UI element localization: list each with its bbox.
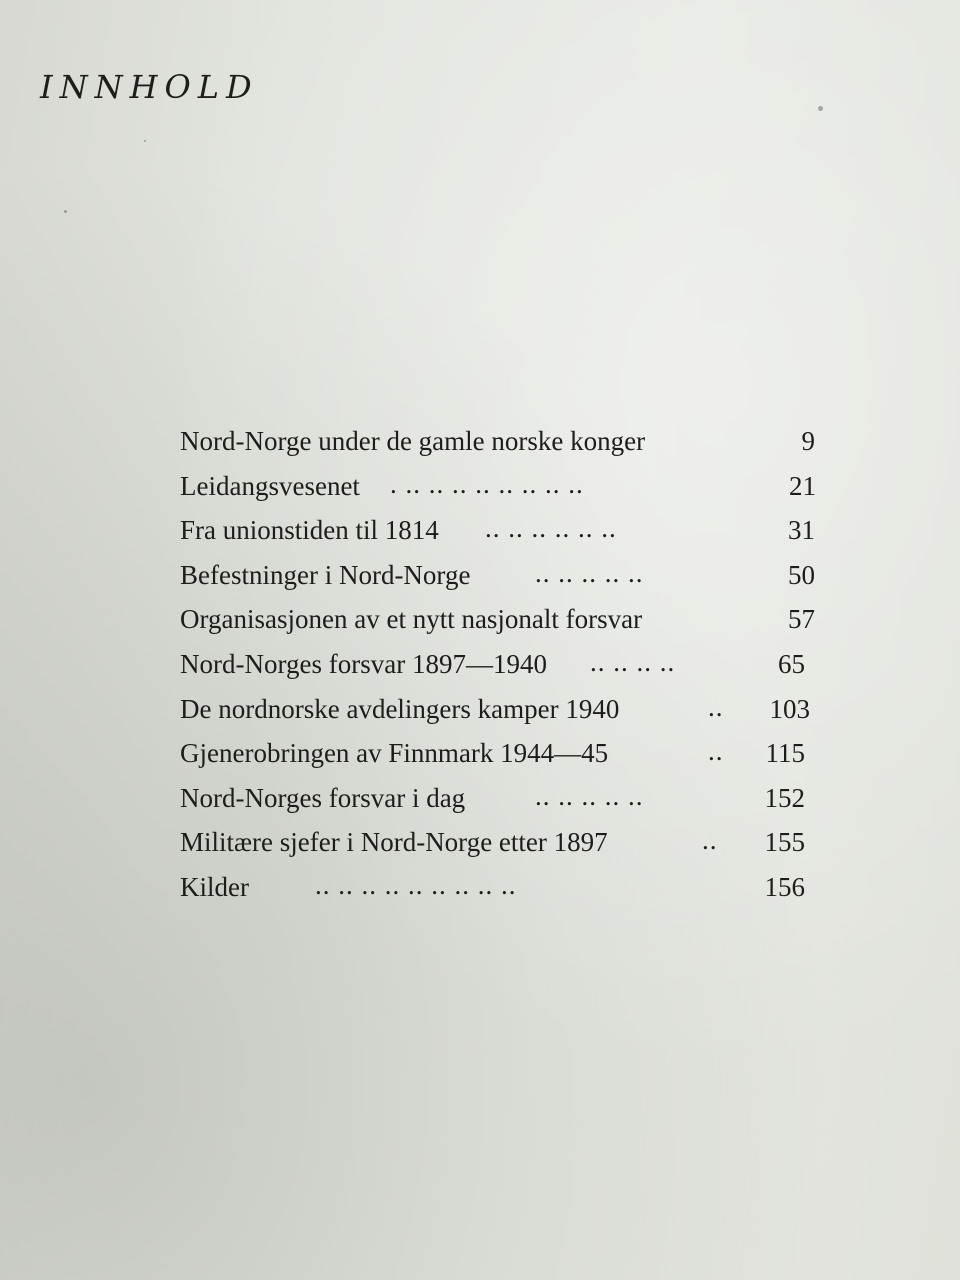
toc-row	[180, 646, 820, 694]
toc-entry-leader-dots: . .. .. .. .. .. .. .. ..	[390, 468, 584, 499]
toc-row	[180, 515, 820, 560]
toc-entry-leader-dots: .. .. .. .. ..	[535, 557, 644, 588]
toc-row	[180, 738, 820, 783]
toc-entry-page: 115	[765, 738, 805, 769]
toc-row	[180, 426, 820, 471]
contents-heading: INNHOLD	[40, 68, 259, 106]
toc-entry-title: Fra unionstiden til 1814	[180, 515, 439, 546]
toc-entry-title: De nordnorske avdelingers kamper 1940	[180, 693, 620, 724]
toc-row	[180, 691, 820, 739]
toc-row	[180, 468, 820, 516]
toc-entry-title: Kilder	[180, 871, 249, 902]
toc-entry-title: Befestninger i Nord-Norge	[180, 559, 471, 590]
toc-entry-title: Nord-Norge under de gamle norske konger	[180, 426, 646, 456]
toc-entry-title: Leidangsvesenet	[180, 470, 360, 501]
paper-speck	[818, 106, 823, 111]
toc-entry-page: 21	[789, 470, 816, 501]
toc-entry-title: Nord-Norges forsvar i dag	[180, 782, 466, 813]
paper-speck	[64, 210, 67, 213]
toc-entry-page: 65	[778, 648, 805, 679]
toc-entry-leader-dots: ..	[708, 691, 724, 722]
toc-row	[180, 780, 820, 828]
toc-entry-leader-dots: .. .. .. .. ..	[535, 780, 644, 811]
toc-entry-page: 103	[769, 693, 810, 724]
toc-entry-title: Gjenerobringen av Finnmark 1944—45	[180, 738, 609, 769]
toc-entry-page: 57	[788, 604, 815, 635]
toc-entry-leader-dots: ..	[708, 736, 724, 767]
toc-row	[180, 827, 820, 872]
toc-entry-leader-dots: ..	[702, 825, 718, 856]
toc-entry-page: 152	[764, 782, 805, 813]
table-of-contents	[180, 426, 820, 917]
toc-entry-title: Militære sjefer i Nord-Norge etter 1897	[180, 827, 608, 858]
toc-entry-page: 31	[788, 515, 815, 546]
toc-entry-page: 155	[764, 827, 805, 858]
toc-entry-leader-dots: .. .. .. ..	[590, 646, 676, 677]
toc-entry-page: 156	[764, 871, 805, 902]
toc-entry-leader-dots: .. .. .. .. .. .. .. .. ..	[315, 869, 517, 900]
toc-row	[180, 604, 820, 649]
toc-entry-page: 9	[801, 426, 815, 456]
toc-entry-title: Nord-Norges forsvar 1897—1940	[180, 648, 547, 679]
toc-row	[180, 557, 820, 605]
toc-row	[180, 869, 820, 917]
toc-entry-leader-dots: .. .. .. .. .. ..	[485, 513, 617, 544]
toc-entry-page: 50	[788, 559, 815, 590]
paper-speck	[144, 140, 146, 142]
toc-entry-title: Organisasjonen av et nytt nasjonalt forsvar	[180, 604, 643, 635]
